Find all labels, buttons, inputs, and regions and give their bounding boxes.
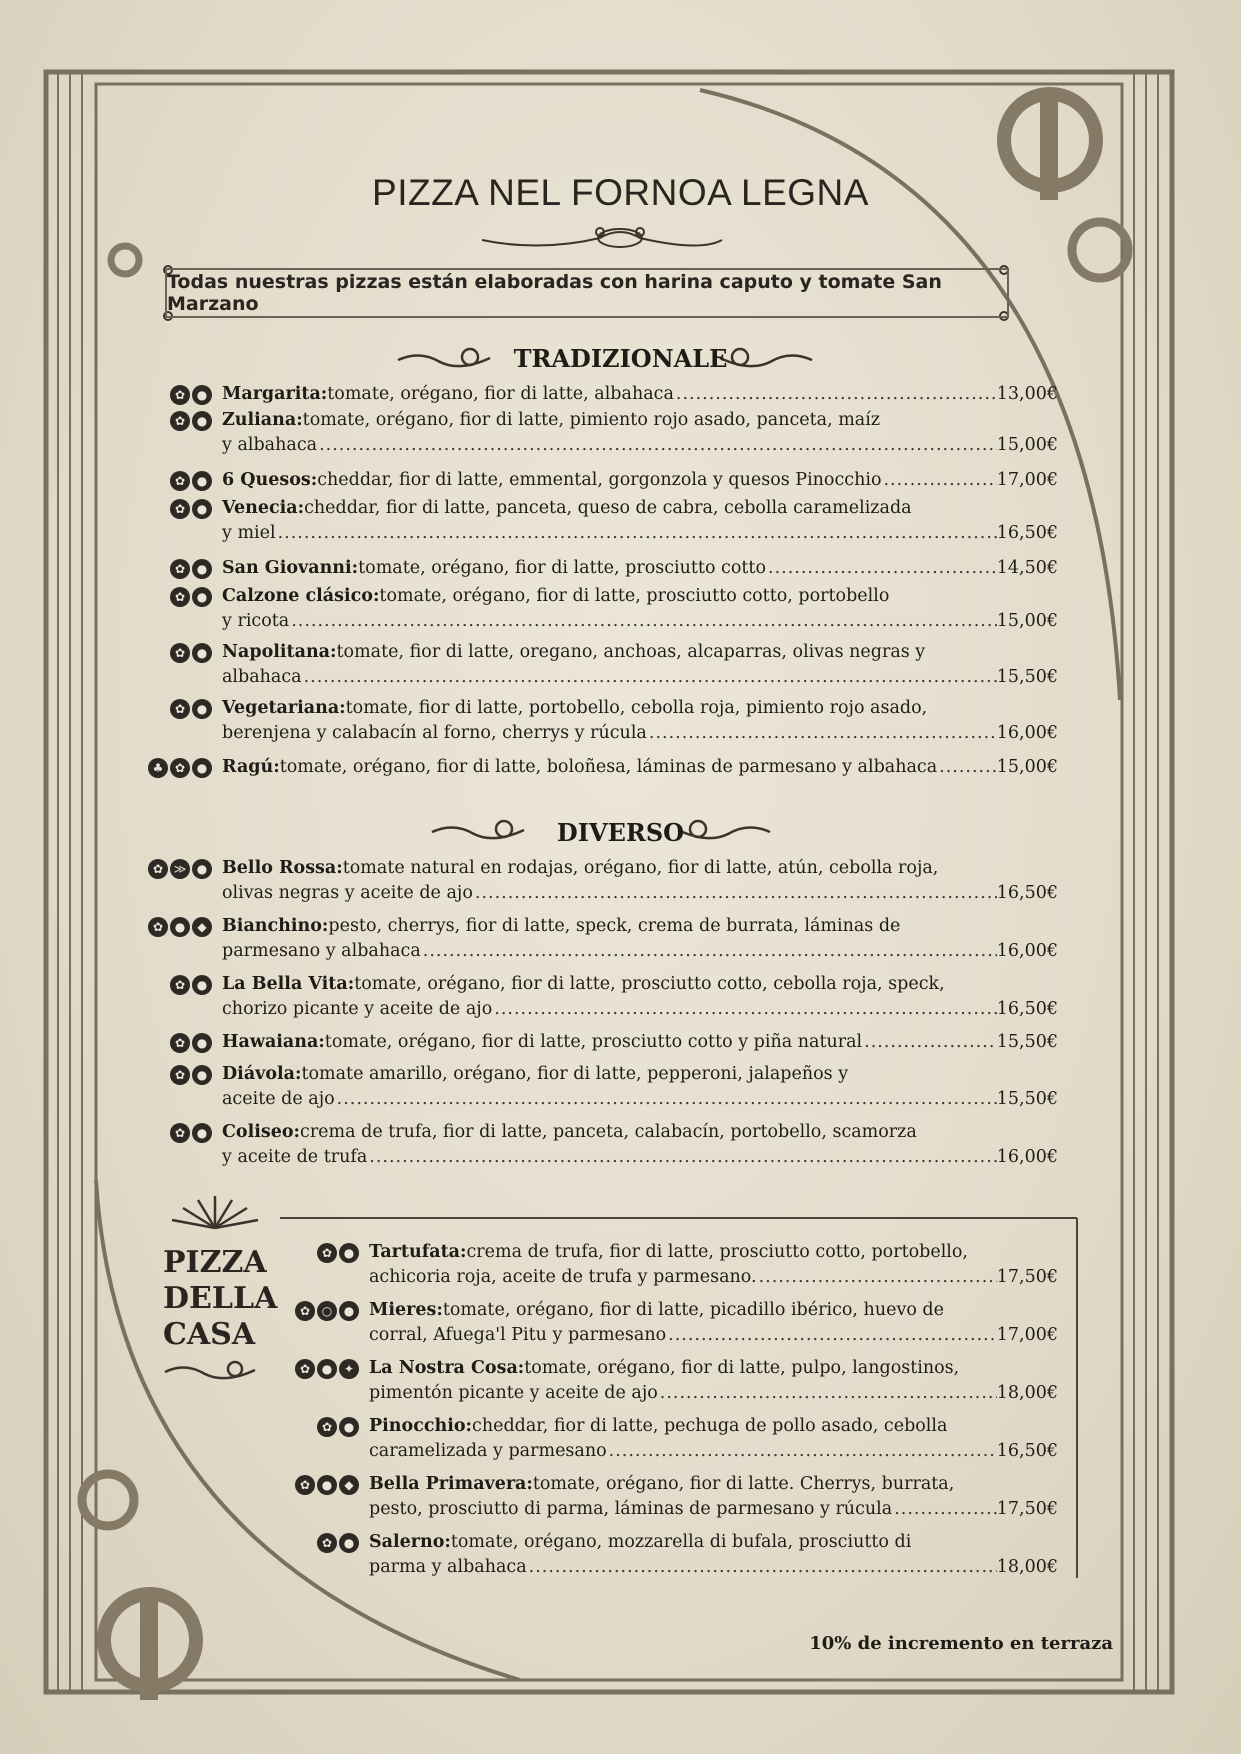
item-description-cont: pesto, prosciutto di parma, láminas de parmesano y rúcula xyxy=(369,1499,893,1519)
item-name: Bello Rossa: xyxy=(222,858,343,878)
milk-icon: ● xyxy=(192,411,212,431)
celery-icon: ♣ xyxy=(148,758,168,778)
milk-icon: ● xyxy=(339,1417,359,1437)
allergen-icons xyxy=(148,758,212,778)
dot-leader xyxy=(647,721,997,746)
nut-icon: ◆ xyxy=(192,917,212,937)
item-name: Bianchino: xyxy=(222,916,329,936)
allergen-icons xyxy=(170,1065,212,1085)
milk-icon: ● xyxy=(339,1533,359,1553)
item-price: 15,00€ xyxy=(996,757,1058,777)
wheat-icon: ✿ xyxy=(170,699,190,719)
allergen-icons xyxy=(295,1359,359,1379)
milk-icon: ● xyxy=(170,917,190,937)
item-description: tomate, orégano, fior di latte, albahaca xyxy=(327,384,674,404)
item-description-cont: berenjena y calabacín al forno, cherrys y rúcula xyxy=(222,723,647,743)
footer-note: 10% de incremento en terraza xyxy=(809,1633,1113,1654)
allergen-icons xyxy=(317,1533,359,1553)
item-description: tomate amarillo, orégano, fior di latte, pepperoni, jalapeños y xyxy=(301,1064,849,1084)
item-description: tomate, orégano, fior di latte, prosciutto cotto, portobello xyxy=(379,586,890,606)
allergen-icons xyxy=(295,1475,359,1495)
wheat-icon: ✿ xyxy=(170,471,190,491)
milk-icon: ● xyxy=(192,699,212,719)
wheat-icon: ✿ xyxy=(170,385,190,405)
item-price: 16,50€ xyxy=(996,999,1058,1019)
item-price: 17,00€ xyxy=(996,470,1058,490)
menu-item xyxy=(174,584,1058,634)
wheat-icon: ✿ xyxy=(170,758,190,778)
milk-icon: ● xyxy=(192,587,212,607)
item-description: tomate, orégano, fior di latte, prosciutto cotto y piña natural xyxy=(324,1032,863,1052)
dot-leader xyxy=(302,665,997,690)
item-description: cheddar, fior di latte, emmental, gorgonzola y quesos Pinocchio xyxy=(317,470,882,490)
allergen-icons xyxy=(170,411,212,431)
milk-icon: ● xyxy=(339,1243,359,1263)
item-description: cheddar, fior di latte, pechuga de pollo asado, cebolla xyxy=(472,1416,948,1436)
item-description: tomate, orégano, fior di latte, pimiento rojo asado, panceta, maíz xyxy=(302,410,881,430)
item-description-cont: parma y albahaca xyxy=(369,1557,527,1577)
allergen-icons xyxy=(170,587,212,607)
item-price: 17,50€ xyxy=(996,1499,1058,1519)
item-name: Calzone clásico: xyxy=(222,586,380,606)
item-price: 13,00€ xyxy=(996,384,1058,404)
item-description: tomate, orégano, fior di latte, picadillo ibérico, huevo de xyxy=(442,1300,944,1320)
item-description: tomate natural en rodajas, orégano, fior di latte, atún, cebolla roja, xyxy=(342,858,939,878)
item-price: 18,00€ xyxy=(996,1383,1058,1403)
item-description: tomate, orégano, fior di latte, boloñesa, láminas de parmesano y albahaca xyxy=(279,757,938,777)
dot-leader xyxy=(473,881,997,906)
wheat-icon: ✿ xyxy=(170,411,190,431)
menu-item xyxy=(174,696,1058,746)
item-description-cont: chorizo picante y aceite de ajo xyxy=(222,999,493,1019)
wheat-icon: ✿ xyxy=(170,1123,190,1143)
allergen-icons xyxy=(148,917,212,937)
item-description: crema de trufa, fior di latte, prosciutto cotto, portobello, xyxy=(466,1242,968,1262)
dot-leader xyxy=(317,433,997,458)
item-description-cont: y miel xyxy=(222,523,276,543)
item-description: crema de trufa, fior di latte, panceta, calabacín, portobello, scamorza xyxy=(300,1122,917,1142)
item-price: 16,50€ xyxy=(996,1441,1058,1461)
item-description-cont: pimentón picante y aceite de ajo xyxy=(369,1383,658,1403)
dot-leader xyxy=(658,1381,997,1406)
menu-item xyxy=(299,1298,1058,1348)
allergen-icons xyxy=(170,385,212,405)
wheat-icon: ✿ xyxy=(295,1301,315,1321)
allergen-icons xyxy=(295,1301,359,1321)
item-name: Coliseo: xyxy=(222,1122,301,1142)
dot-leader xyxy=(881,468,996,493)
menu-item xyxy=(299,1356,1058,1406)
menu-item xyxy=(321,1240,1058,1290)
item-name: La Nostra Cosa: xyxy=(369,1358,525,1378)
dot-leader xyxy=(862,1030,997,1055)
menu-item xyxy=(174,468,1058,493)
subtitle-banner xyxy=(165,268,1009,318)
item-name: Tartufata: xyxy=(369,1242,467,1262)
milk-icon: ● xyxy=(192,1033,212,1053)
item-name: Pinocchio: xyxy=(369,1416,473,1436)
item-description-cont: y aceite de trufa xyxy=(222,1147,368,1167)
item-price: 17,50€ xyxy=(996,1267,1058,1287)
item-name: Hawaiana: xyxy=(222,1032,325,1052)
wheat-icon: ✿ xyxy=(170,1033,190,1053)
wheat-icon: ✿ xyxy=(295,1475,315,1495)
menu-item xyxy=(174,972,1058,1022)
item-price: 15,50€ xyxy=(996,667,1058,687)
wheat-icon: ✿ xyxy=(170,643,190,663)
wheat-icon: ✿ xyxy=(170,975,190,995)
item-description-cont: y ricota xyxy=(222,611,290,631)
dot-leader xyxy=(607,1439,997,1464)
wheat-icon: ✿ xyxy=(170,499,190,519)
item-price: 15,50€ xyxy=(996,1089,1058,1109)
item-description-cont: achicoria roja, aceite de trufa y parmesano. xyxy=(369,1267,757,1287)
item-price: 16,50€ xyxy=(996,883,1058,903)
menu-item xyxy=(174,640,1058,690)
item-description: tomate, orégano, mozzarella di bufala, prosciutto di xyxy=(450,1532,912,1552)
milk-icon: ● xyxy=(192,975,212,995)
item-name: 6 Quesos: xyxy=(222,470,318,490)
item-price: 16,00€ xyxy=(996,941,1058,961)
menu-item xyxy=(174,1120,1058,1170)
item-price: 18,00€ xyxy=(996,1557,1058,1577)
menu-item xyxy=(152,914,1058,964)
dot-leader xyxy=(335,1087,997,1112)
wheat-icon: ✿ xyxy=(317,1243,337,1263)
wheat-icon: ✿ xyxy=(317,1417,337,1437)
allergen-icons xyxy=(170,471,212,491)
item-description-cont: corral, Afuega'l Pitu y parmesano xyxy=(369,1325,667,1345)
milk-icon: ● xyxy=(317,1475,337,1495)
milk-icon: ● xyxy=(192,758,212,778)
allergen-icons xyxy=(170,699,212,719)
dot-leader xyxy=(421,939,997,964)
item-description: cheddar, fior di latte, panceta, queso de cabra, cebolla caramelizada xyxy=(304,498,912,518)
allergen-icons xyxy=(170,975,212,995)
menu-item xyxy=(174,496,1058,546)
dot-leader xyxy=(666,1323,997,1348)
wheat-icon: ✿ xyxy=(295,1359,315,1379)
dot-leader xyxy=(527,1555,997,1580)
menu-item xyxy=(321,1414,1058,1464)
item-name: Diávola: xyxy=(222,1064,302,1084)
item-description: tomate, fior di latte, oregano, anchoas, alcaparras, olivas negras y xyxy=(336,642,926,662)
item-name: Bella Primavera: xyxy=(369,1474,533,1494)
milk-icon: ● xyxy=(192,385,212,405)
milk-icon: ● xyxy=(192,559,212,579)
menu-item xyxy=(174,408,1058,458)
menu-item xyxy=(321,1530,1058,1580)
allergen-icons xyxy=(170,499,212,519)
section-title-tradizionale: TRADIZIONALE xyxy=(513,344,728,373)
allergen-icons xyxy=(317,1243,359,1263)
dot-leader xyxy=(367,1145,996,1170)
wheat-icon: ✿ xyxy=(148,917,168,937)
dot-leader xyxy=(674,382,997,407)
item-description-cont: albahaca xyxy=(222,667,302,687)
subtitle-text: Todas nuestras pizzas están elaboradas con harina caputo y tomate San Marzano xyxy=(167,271,942,315)
dot-leader xyxy=(492,997,997,1022)
item-description-cont: parmesano y albahaca xyxy=(222,941,421,961)
item-description-cont: aceite de ajo xyxy=(222,1089,335,1109)
item-description: tomate, orégano, fior di latte, pulpo, langostinos, xyxy=(524,1358,960,1378)
fish-icon: ≫ xyxy=(170,859,190,879)
shellfish-icon: ✦ xyxy=(339,1359,359,1379)
milk-icon: ● xyxy=(192,471,212,491)
wheat-icon: ✿ xyxy=(170,1065,190,1085)
menu-item xyxy=(174,382,1058,407)
milk-icon: ● xyxy=(339,1301,359,1321)
milk-icon: ● xyxy=(192,1065,212,1085)
section-title-diverso: DIVERSO xyxy=(556,818,685,847)
menu-item xyxy=(174,1030,1058,1055)
milk-icon: ● xyxy=(192,643,212,663)
item-price: 16,00€ xyxy=(996,1147,1058,1167)
item-description: tomate, orégano, fior di latte. Cherrys, burrata, xyxy=(532,1474,955,1494)
milk-icon: ● xyxy=(317,1359,337,1379)
item-name: Venecia: xyxy=(222,498,305,518)
menu-item xyxy=(174,556,1058,581)
item-description-cont: caramelizada y parmesano xyxy=(369,1441,607,1461)
dot-leader xyxy=(757,1265,997,1290)
item-price: 14,50€ xyxy=(996,558,1058,578)
allergen-icons xyxy=(317,1417,359,1437)
item-name: Zuliana: xyxy=(222,410,303,430)
menu-item xyxy=(152,856,1058,906)
allergen-icons xyxy=(170,643,212,663)
dot-leader xyxy=(937,755,997,780)
dot-leader xyxy=(766,556,997,581)
item-name: Napolitana: xyxy=(222,642,337,662)
wheat-icon: ✿ xyxy=(148,859,168,879)
menu-item xyxy=(174,1062,1058,1112)
item-price: 16,50€ xyxy=(996,523,1058,543)
item-name: Margarita: xyxy=(222,384,328,404)
dot-leader xyxy=(892,1497,997,1522)
item-price: 15,00€ xyxy=(996,611,1058,631)
item-description: tomate, fior di latte, portobello, cebolla roja, pimiento rojo asado, xyxy=(345,698,928,718)
dot-leader xyxy=(289,609,997,634)
item-name: Mieres: xyxy=(369,1300,443,1320)
allergen-icons xyxy=(170,1123,212,1143)
item-name: Ragú: xyxy=(222,757,280,777)
wheat-icon: ✿ xyxy=(170,587,190,607)
item-description: tomate, orégano, fior di latte, prosciutto cotto, cebolla roja, speck, xyxy=(354,974,945,994)
page-title: PIZZA NEL FORNOA LEGNA xyxy=(372,172,869,213)
allergen-icons xyxy=(148,859,212,879)
menu-item xyxy=(299,1472,1058,1522)
item-price: 15,00€ xyxy=(996,435,1058,455)
item-description: tomate, orégano, fior di latte, prosciutto cotto xyxy=(358,558,766,578)
item-name: San Giovanni: xyxy=(222,558,359,578)
dot-leader xyxy=(276,521,997,546)
milk-icon: ● xyxy=(192,859,212,879)
item-description-cont: olivas negras y aceite de ajo xyxy=(222,883,473,903)
milk-icon: ● xyxy=(192,1123,212,1143)
item-name: La Bella Vita: xyxy=(222,974,355,994)
allergen-icons xyxy=(170,559,212,579)
item-name: Salerno: xyxy=(369,1532,451,1552)
section-title-casa: PIZZA DELLA CASA xyxy=(163,1245,278,1352)
item-price: 16,00€ xyxy=(996,723,1058,743)
item-description-cont: y albahaca xyxy=(222,435,318,455)
nut-icon: ◆ xyxy=(339,1475,359,1495)
wheat-icon: ✿ xyxy=(170,559,190,579)
menu-item xyxy=(152,755,1058,780)
item-name: Vegetariana: xyxy=(222,698,346,718)
wheat-icon: ✿ xyxy=(317,1533,337,1553)
egg-icon: ○ xyxy=(317,1301,337,1321)
item-description: pesto, cherrys, fior di latte, speck, crema de burrata, láminas de xyxy=(328,916,901,936)
milk-icon: ● xyxy=(192,499,212,519)
item-price: 17,00€ xyxy=(996,1325,1058,1345)
allergen-icons xyxy=(170,1033,212,1053)
item-price: 15,50€ xyxy=(996,1032,1058,1052)
